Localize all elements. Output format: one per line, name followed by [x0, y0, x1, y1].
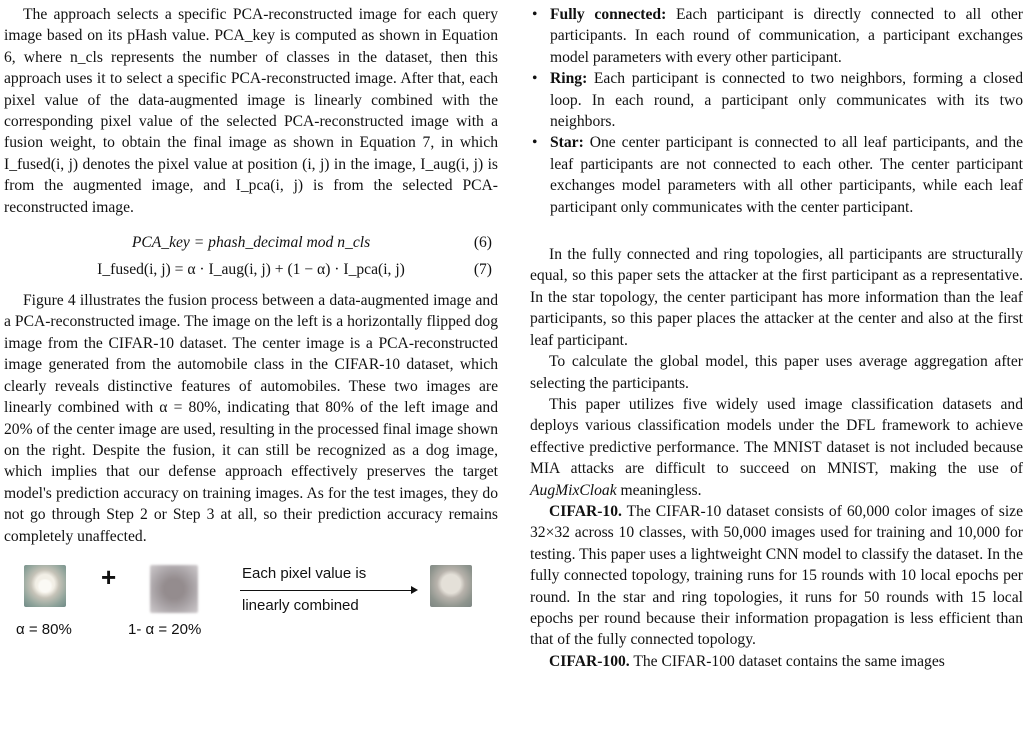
pca-reconstructed-image — [150, 565, 198, 613]
paragraph-aggregation: To calculate the global model, this paper uses average aggregation after selecting the participants. — [530, 353, 1023, 392]
arrow-label-line-2: linearly combined — [242, 596, 359, 614]
list-item-lead: Star: — [550, 134, 584, 152]
list-item-text: Each participant is directly connected to all other participants. In each round of communication, a participant exchanges model parameters with every other participant. — [550, 6, 1023, 66]
list-item — [530, 132, 1023, 218]
equation-6-number: (6) — [473, 234, 492, 252]
topology-list — [530, 4, 1023, 218]
cifar10-heading: CIFAR-10. — [549, 502, 622, 520]
list-item — [530, 68, 1023, 132]
equation-7 — [4, 257, 498, 284]
list-item-text: One center participant is connected to all leaf participants, and the leaf participants are not connected to each other. The center participant exchanges model parameters with all other participants, while each leaf participant only communicates with the center participant. — [550, 134, 1023, 216]
cifar100-text: The CIFAR-100 dataset contains the same images — [629, 652, 945, 670]
bullet-icon: • — [532, 6, 538, 23]
right-arrow-icon — [240, 590, 412, 591]
paragraph-datasets — [530, 394, 1023, 501]
one-minus-alpha-label: 1- α = 20% — [128, 620, 202, 638]
method-name: AugMixCloak — [530, 481, 617, 499]
right-column — [530, 4, 1023, 672]
paragraph-fusion-method: The approach selects a specific PCA-reconstructed image for each query image based on its pHash value. PCA_key is computed as shown in Equation 6, where n_cls represents the number of classes in the dataset, then this approach uses it to select a specific PCA-reconstructed image. After that, each pixel value of the data-augmented image is linearly combined with the corresponding pixel value of the selected PCA-reconstructed image with a fusion weight, to obtain the final image as shown in Equation 7, in which I_fused(i, j) denotes the pixel value at position (i, j) in the image, I_aug(i, j) is from the augmented image, and I_pca(i, j) is from the selected PCA-reconstructed image. — [4, 6, 498, 216]
plus-symbol: + — [101, 561, 117, 592]
paragraph-cifar100 — [530, 651, 1023, 672]
equation-6 — [4, 230, 498, 257]
equation-7-body: I_fused(i, j) = α · I_aug(i, j) + (1 − α) · I_pca(i, j) — [97, 261, 405, 279]
list-item-lead: Ring: — [550, 70, 588, 88]
augmented-dog-image — [24, 565, 66, 607]
list-item-lead: Fully connected: — [550, 6, 667, 23]
list-item — [530, 4, 1023, 68]
paragraph-cifar10 — [530, 501, 1023, 651]
list-item-text: Each participant is connected to two neighbors, forming a closed loop. In each round, a participant only communicates with its two neighbors. — [550, 70, 1023, 131]
equation-6-body: PCA_key = phash_decimal mod n_cls — [131, 234, 371, 252]
paragraph-figure-4-description: Figure 4 illustrates the fusion process between a data-augmented image and a PCA-reconstructed image. The image on the left is a horizontally flipped dog image from the CIFAR-10 dataset. The center image is a PCA-reconstructed image generated from the automobile class in the CIFAR-10 dataset, which clearly reveals distinctive features of automobiles. These two images are linearly combined with α = 80%, indicating that 80% of the left image and 20% of the center image are used, resulting in the processed final image shown on the right. Despite the fusion, it can still be recognized as a dog image, which implies that our defense approach effectively preserves the target model's prediction accuracy on training images. As for the test images, they do not go through Step 2 or Step 3 at all, so their prediction accuracy remains completely unaffected. — [4, 292, 498, 545]
arrow-label-line-1: Each pixel value is — [242, 564, 367, 582]
left-column — [4, 4, 498, 659]
datasets-text: This paper utilizes five widely used image classification datasets and deploys various classification models under the DFL framework to achieve effective predictive performance. The MNIST dataset is not included because MIA attacks are difficult to succeed on MNIST, making the use of — [530, 395, 1023, 478]
equation-7-number: (7) — [473, 261, 492, 279]
fusion-figure — [4, 559, 498, 659]
fused-output-image — [430, 565, 472, 607]
paragraph-attacker-placement: In the fully connected and ring topologies, all participants are structurally equal, so this paper sets the attacker at the first participant as a representative. In the star topology, the center participant has more information than the leaf participants, so this paper places the attacker at the center and also at the first leaf participant. — [530, 246, 1023, 349]
bullet-icon: • — [532, 134, 538, 152]
alpha-label: α = 80% — [16, 620, 72, 638]
cifar10-text: The CIFAR-10 dataset consists of 60,000 color images of size 32×32 across 10 classes, with 50,000 images used for training and 10,000 for testing. This paper uses a lightweight CNN model to classify the dataset. In the fully connected topology, training runs for 15 rounds with 10 local epochs per round. In the star and ring topologies, it runs for 50 rounds with 15 local epochs per round because their information propagation is less efficient than that of the fully connected topology. — [530, 502, 1023, 649]
cifar100-heading: CIFAR-100. — [549, 652, 630, 670]
datasets-text-end: meaningless. — [616, 481, 702, 499]
bullet-icon: • — [532, 70, 538, 88]
